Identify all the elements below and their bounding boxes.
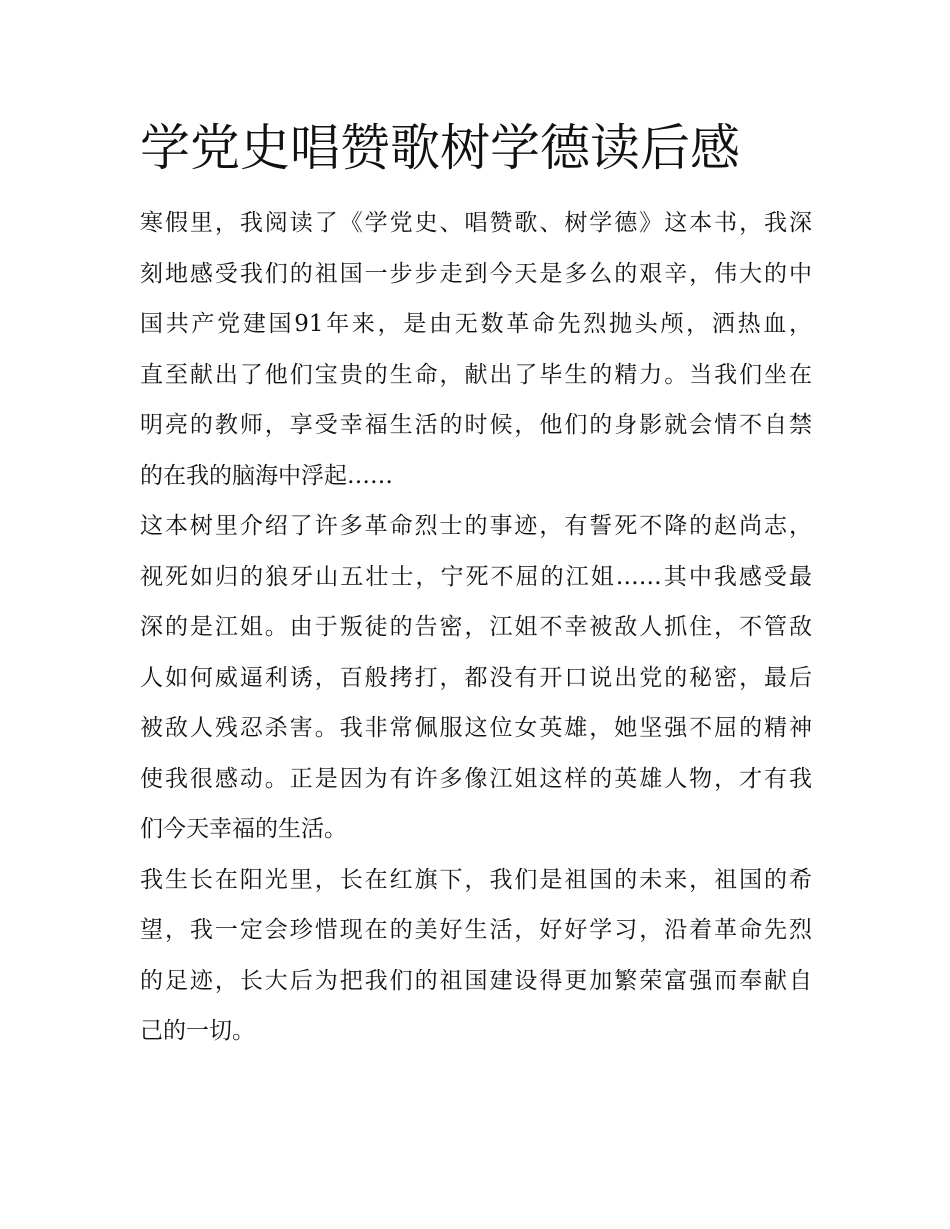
paragraph-line: 明亮的教师，享受幸福生活的时候，他们的身影就会情不自禁 (140, 412, 812, 438)
paragraph-line: 望，我一定会珍惜现在的美好生活，好好学习，沿着革命先烈 (140, 917, 812, 943)
paragraph-line: 的在我的脑海中浮起…… (140, 462, 393, 489)
paragraph-line: 人如何威逼利诱，百般拷打，都没有开口说出党的秘密，最后 (140, 664, 812, 691)
paragraph-2 (140, 501, 812, 855)
paragraph-line: 寒假里，我阅读了《学党史、唱赞歌、树学德》这本书，我深 (140, 210, 812, 236)
paragraph-line: 己的一切。 (140, 1018, 255, 1044)
paragraph-line: 直至献出了他们宝贵的生命，献出了毕生的精力。当我们坐在 (140, 361, 812, 388)
paragraph-line: 这本树里介绍了许多革命烈士的事迹，有誓死不降的赵尚志， (140, 513, 812, 539)
paragraph-line: 被敌人残忍杀害。我非常佩服这位女英雄，她坚强不屈的精神 (140, 715, 812, 741)
paragraph-line: 使我很感动。正是因为有许多像江姐这样的英雄人物，才有我 (140, 765, 812, 792)
paragraph-line: 们今天幸福的生活。 (140, 816, 347, 842)
paragraph-line: 深的是江姐。由于叛徒的告密，江姐不幸被敌人抓住，不管敌 (140, 614, 812, 640)
paragraph-line: 视死如归的狼牙山五壮士，宁死不屈的江姐……其中我感受最 (140, 563, 812, 590)
document-title: 学党史唱赞歌树学德读后感 (140, 119, 740, 177)
paragraph-line: 的足迹，长大后为把我们的祖国建设得更加繁荣富强而奉献自 (140, 967, 812, 994)
paragraph-line: 我生长在阳光里，长在红旗下，我们是祖国的未来，祖国的希 (140, 866, 812, 893)
document-content (140, 112, 812, 1057)
paragraph-3 (140, 855, 812, 1057)
paragraph-line: 国共产党建国91年来，是由无数革命先烈抛头颅，洒热血， (140, 311, 812, 337)
paragraph-line: 刻地感受我们的祖国一步步走到今天是多么的艰辛，伟大的中 (140, 260, 812, 287)
paragraph-1 (140, 198, 812, 501)
